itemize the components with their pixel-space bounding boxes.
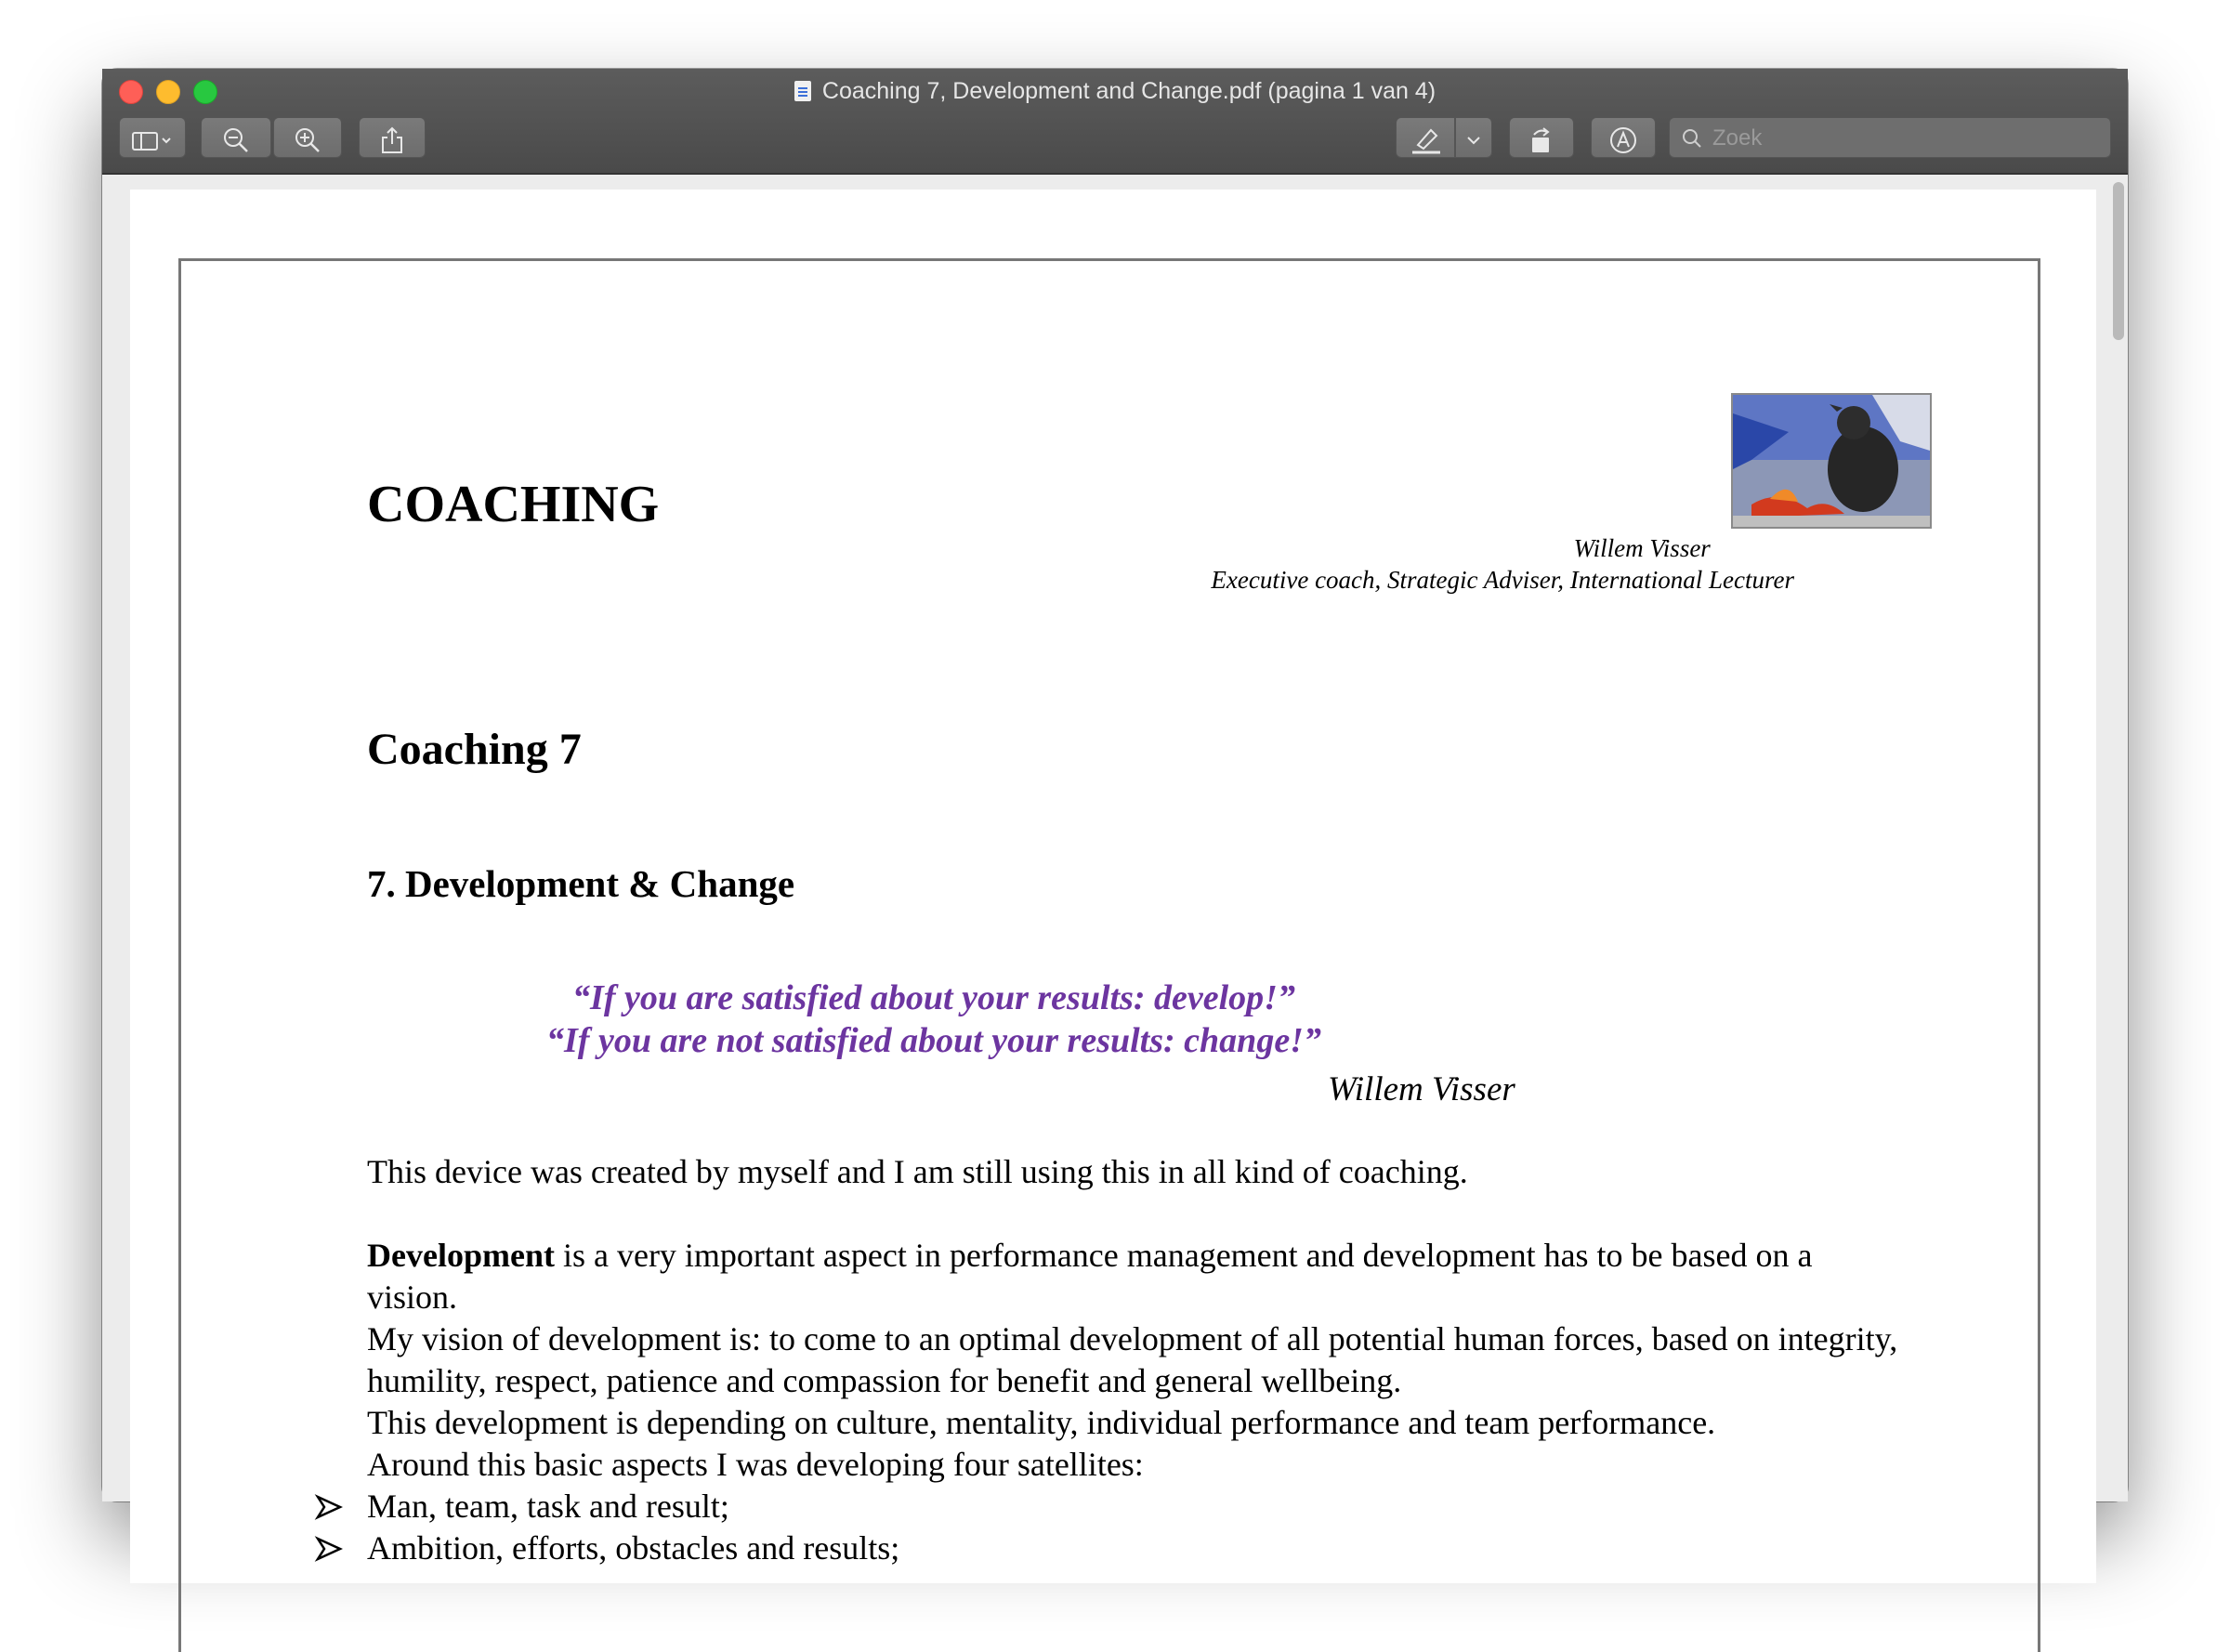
markup-icon: [1608, 125, 1638, 155]
author-role: Executive coach, Strategic Adviser, International Lecturer: [1211, 566, 1794, 594]
highlight-button[interactable]: [1396, 117, 1455, 158]
vision-sentence: My vision of development is: to come to an optimal development of all potential human forces, based on integrity, humility, respect, patience and compassion for benefit and general wellbeing.: [367, 1320, 1898, 1399]
zoom-out-icon: [222, 126, 250, 154]
search-icon: [1681, 127, 1703, 150]
arrow-bullet-icon: [316, 1537, 342, 1561]
quote-block: [181, 977, 1686, 1062]
quote-author: Willem Visser: [1328, 1070, 1515, 1108]
dependency-sentence: This development is depending on culture, mentality, individual performance and team performance.: [367, 1404, 1716, 1441]
development-term: Development: [367, 1237, 555, 1274]
sidebar-icon: [131, 129, 174, 151]
preview-window: [102, 69, 2128, 1567]
highlight-options-button[interactable]: [1455, 117, 1492, 158]
satellites-intro: Around this basic aspects I was developing four satellites:: [367, 1446, 1144, 1483]
window-title: [102, 74, 2128, 108]
quote-change: “If you are not satisfied about your results: change!”: [546, 1021, 1321, 1060]
author-portrait-image: [1731, 393, 1932, 529]
vertical-scrollbar[interactable]: [2113, 182, 2124, 340]
quote-develop: “If you are satisfied about your results: develop!”: [572, 978, 1295, 1017]
document-viewport[interactable]: [102, 175, 2128, 1567]
search-input[interactable]: [1711, 118, 2105, 159]
arrow-bullet-icon: [316, 1495, 342, 1519]
pdf-document-icon: [794, 81, 811, 101]
share-button[interactable]: [359, 117, 426, 158]
title-bar: [102, 69, 2128, 175]
highlight-icon: [1409, 126, 1442, 154]
development-paragraph: [367, 1235, 1909, 1486]
chevron-down-icon: [1466, 135, 1481, 146]
list-item-text: Ambition, efforts, obstacles and results;: [367, 1529, 900, 1567]
page-border: [178, 258, 2040, 1652]
rotate-button[interactable]: [1509, 117, 1574, 158]
list-item: [316, 1486, 1896, 1527]
share-icon: [380, 126, 404, 154]
development-definition: is a very important aspect in performance management and development has to be based on a vision.: [367, 1237, 1813, 1316]
window-title-text: Coaching 7, Development and Change.pdf (pagina 1 van 4): [821, 78, 1436, 104]
document-heading: COACHING: [367, 476, 660, 533]
zoom-in-icon: [294, 126, 321, 154]
intro-paragraph: This device was created by myself and I am still using this in all kind of coaching.: [367, 1153, 1468, 1190]
development-sentence: [367, 1235, 1909, 1318]
zoom-out-button[interactable]: [201, 117, 271, 158]
sidebar-toggle-button[interactable]: [119, 117, 186, 158]
author-block: [1211, 532, 1794, 596]
pdf-page: [130, 190, 2096, 1583]
list-item-text: Man, team, task and result;: [367, 1488, 729, 1525]
document-subheading: Coaching 7: [367, 725, 582, 774]
section-title: 7. Development & Change: [367, 862, 795, 905]
satellite-list: [316, 1486, 1896, 1569]
rotate-icon: [1527, 126, 1556, 154]
zoom-in-button[interactable]: [273, 117, 342, 158]
author-name: Willem Visser: [1573, 534, 1711, 562]
search-field[interactable]: [1669, 117, 2111, 158]
list-item: [316, 1527, 1896, 1569]
markup-button[interactable]: [1591, 117, 1656, 158]
